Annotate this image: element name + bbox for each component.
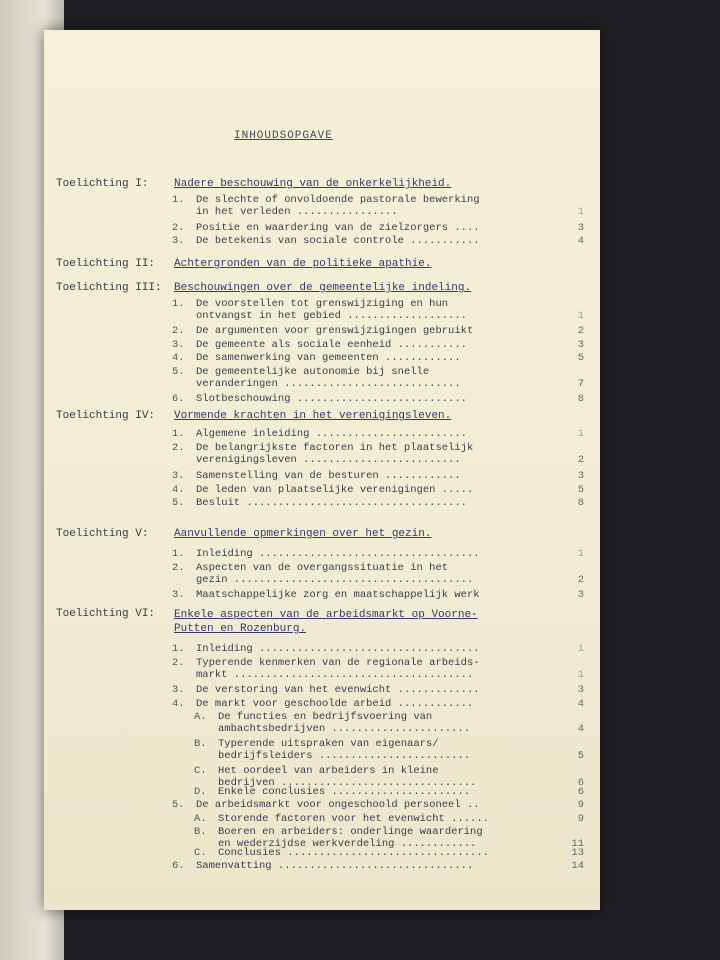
toc-item [172, 194, 542, 218]
item-text: ambachtsbedrijven ...................... [218, 723, 471, 735]
item-text: bedrijven ............................... [218, 777, 477, 789]
item-number: 4. [172, 484, 185, 496]
page-number: 6 [577, 786, 584, 798]
item-number: 2. [172, 325, 185, 337]
toc-item [172, 562, 542, 586]
page-number: 9 [577, 813, 584, 825]
item-number: 4. [172, 352, 185, 364]
page-number: 2 [577, 454, 584, 466]
item-number: A. [194, 711, 207, 723]
section-title: Enkele aspecten van de arbeidsmarkt op Voorne- Putten en Rozenburg. [174, 609, 478, 635]
item-text: De belangrijkste factoren in het plaatselijk [196, 442, 474, 454]
page-number: 14 [571, 860, 584, 872]
section-title: Aanvullende opmerkingen over het gezin. [174, 528, 432, 540]
section-label: Toelichting I: [56, 178, 149, 190]
item-text: Besluit ................................... [196, 497, 467, 509]
section-label: Toelichting II: [56, 258, 156, 270]
toc-item [172, 589, 542, 601]
item-text: Samenvatting ............................... [196, 860, 474, 872]
item-text: bedrijfsleiders ........................ [218, 750, 471, 762]
toc-item [172, 298, 542, 322]
item-text: markt ...................................... [196, 669, 474, 681]
item-number: B. [194, 826, 207, 838]
item-text: Typerende uitspraken van eigenaars/ [218, 738, 439, 750]
toc-item [172, 497, 542, 509]
item-text: De markt voor geschoolde arbeid ............ [196, 698, 474, 710]
page-number: 8 [577, 393, 584, 405]
item-number: 2. [172, 442, 185, 454]
item-text: verenigingsleven ......................... [196, 454, 461, 466]
section-title: Beschouwingen over de gemeentelijke indeling. [174, 282, 472, 294]
item-number: B. [194, 738, 207, 750]
page-number: 4 [577, 235, 584, 247]
page-number: 2 [577, 574, 584, 586]
item-text: De samenwerking van gemeenten ............ [196, 352, 461, 364]
toc-item [172, 484, 542, 496]
item-number: 6. [172, 393, 185, 405]
item-number: 5. [172, 366, 185, 378]
page-number: 4 [577, 723, 584, 735]
item-text: De arbeidsmarkt voor ongeschoold personeel .. [196, 799, 480, 811]
item-text: veranderingen ............................ [196, 378, 461, 390]
item-text: De gemeente als sociale eenheid ........... [196, 339, 467, 351]
section-title: Nadere beschouwing van de onkerkelijkheid. [174, 178, 452, 190]
page-number: 5 [577, 484, 584, 496]
section-label: Toelichting IV: [56, 410, 156, 422]
toc-subitem [194, 813, 542, 825]
toc-subitem [194, 711, 542, 735]
toc-item [172, 442, 542, 466]
item-text: Typerende kenmerken van de regionale arbeids- [196, 657, 480, 669]
item-number: C. [194, 847, 207, 859]
item-number: 3. [172, 589, 185, 601]
item-text: Storende factoren voor het evenwicht ...... [218, 813, 489, 825]
toc-subitem [194, 786, 542, 798]
page-number: 1 [577, 548, 584, 560]
item-text: Maatschappelijke zorg en maatschappelijk werk [196, 589, 480, 601]
document-page [44, 30, 600, 910]
page-number: 2 [577, 325, 584, 337]
item-number: 2. [172, 657, 185, 669]
page-number: 5 [577, 352, 584, 364]
toc-item [172, 235, 542, 247]
page-number: 1 [577, 643, 584, 655]
page-number: 3 [577, 339, 584, 351]
item-text: Algemene inleiding ........................ [196, 428, 467, 440]
item-number: 4. [172, 698, 185, 710]
item-text: Aspecten van de overgangssituatie in het [196, 562, 449, 574]
page-number: 3 [577, 684, 584, 696]
toc-item [172, 470, 542, 482]
item-text: De verstoring van het evenwicht ............. [196, 684, 480, 696]
page-number: 9 [577, 799, 584, 811]
item-number: 6. [172, 860, 185, 872]
item-text: Positie en waardering van de zielzorgers .... [196, 222, 480, 234]
item-number: 1. [172, 643, 185, 655]
item-text: De betekenis van sociale controle ........... [196, 235, 480, 247]
item-number: 1. [172, 298, 185, 310]
toc-item [172, 222, 542, 234]
page-number: 3 [577, 222, 584, 234]
page-title: INHOUDSOPGAVE [234, 130, 333, 142]
section-label: Toelichting III: [56, 282, 162, 294]
item-number: 2. [172, 222, 185, 234]
page-number: 1 [577, 669, 584, 681]
item-text: De voorstellen tot grenswijziging en hun [196, 298, 449, 310]
toc-item [172, 643, 542, 655]
item-text: ontvangst in het gebied ................... [196, 310, 467, 322]
toc-item [172, 860, 542, 872]
page-number: 13 [571, 847, 584, 859]
item-text: gezin ...................................... [196, 574, 474, 586]
toc-subitem [194, 847, 542, 859]
item-number: 3. [172, 684, 185, 696]
page-number: 7 [577, 378, 584, 390]
item-text: Boeren en arbeiders: onderlinge waardering [218, 826, 483, 838]
page-number: 1 [577, 310, 584, 322]
page-number: 4 [577, 698, 584, 710]
item-text: De gemeentelijke autonomie bij snelle [196, 366, 430, 378]
item-text: De slechte of onvoldoende pastorale bewerking [196, 194, 480, 206]
page-number: 6 [577, 777, 584, 789]
item-text: Samenstelling van de besturen ............ [196, 470, 461, 482]
item-number: 1. [172, 194, 185, 206]
item-text: De leden van plaatselijke verenigingen ..... [196, 484, 474, 496]
item-text: Inleiding ................................... [196, 548, 480, 560]
toc-item [172, 366, 542, 390]
item-number: D. [194, 786, 207, 798]
item-text: De argumenten voor grenswijzigingen gebruikt [196, 325, 474, 337]
item-number: 1. [172, 428, 185, 440]
item-number: 5. [172, 497, 185, 509]
item-number: 2. [172, 562, 185, 574]
item-number: C. [194, 765, 207, 777]
section-label: Toelichting VI: [56, 608, 156, 620]
toc-item [172, 657, 542, 681]
item-number: 5. [172, 799, 185, 811]
item-text: in het verleden ................ [196, 206, 398, 218]
page-number: 11 [571, 838, 584, 850]
item-text: Het oordeel van arbeiders in kleine [218, 765, 439, 777]
page-number: 8 [577, 497, 584, 509]
item-text: Slotbeschouwing ........................... [196, 393, 467, 405]
toc-item [172, 393, 542, 405]
page-number: 3 [577, 470, 584, 482]
section-title: Achtergronden van de politieke apathie. [174, 258, 432, 270]
page-number: 3 [577, 589, 584, 601]
item-text: Conclusies ................................ [218, 847, 489, 859]
toc-item [172, 684, 542, 696]
toc-item [172, 698, 542, 710]
toc-item [172, 352, 542, 364]
item-text: De functies en bedrijfsvoering van [218, 711, 433, 723]
toc-item [172, 339, 542, 351]
toc-subitem [194, 738, 542, 762]
item-text: Inleiding ................................... [196, 643, 480, 655]
item-text: en wederzijdse werkverdeling ............ [218, 838, 477, 850]
item-number: 3. [172, 339, 185, 351]
item-number: 3. [172, 470, 185, 482]
page-number: 1 [577, 206, 584, 218]
toc-item [172, 799, 542, 811]
section-title: Vormende krachten in het verenigingsleven. [174, 410, 452, 422]
item-text: Enkele conclusies ...................... [218, 786, 471, 798]
page-number: 1 [577, 428, 584, 440]
section-label: Toelichting V: [56, 528, 149, 540]
item-number: 1. [172, 548, 185, 560]
page-number: 5 [577, 750, 584, 762]
toc-item [172, 548, 542, 560]
item-number: 3. [172, 235, 185, 247]
item-number: A. [194, 813, 207, 825]
toc-item [172, 428, 542, 440]
toc-item [172, 325, 542, 337]
